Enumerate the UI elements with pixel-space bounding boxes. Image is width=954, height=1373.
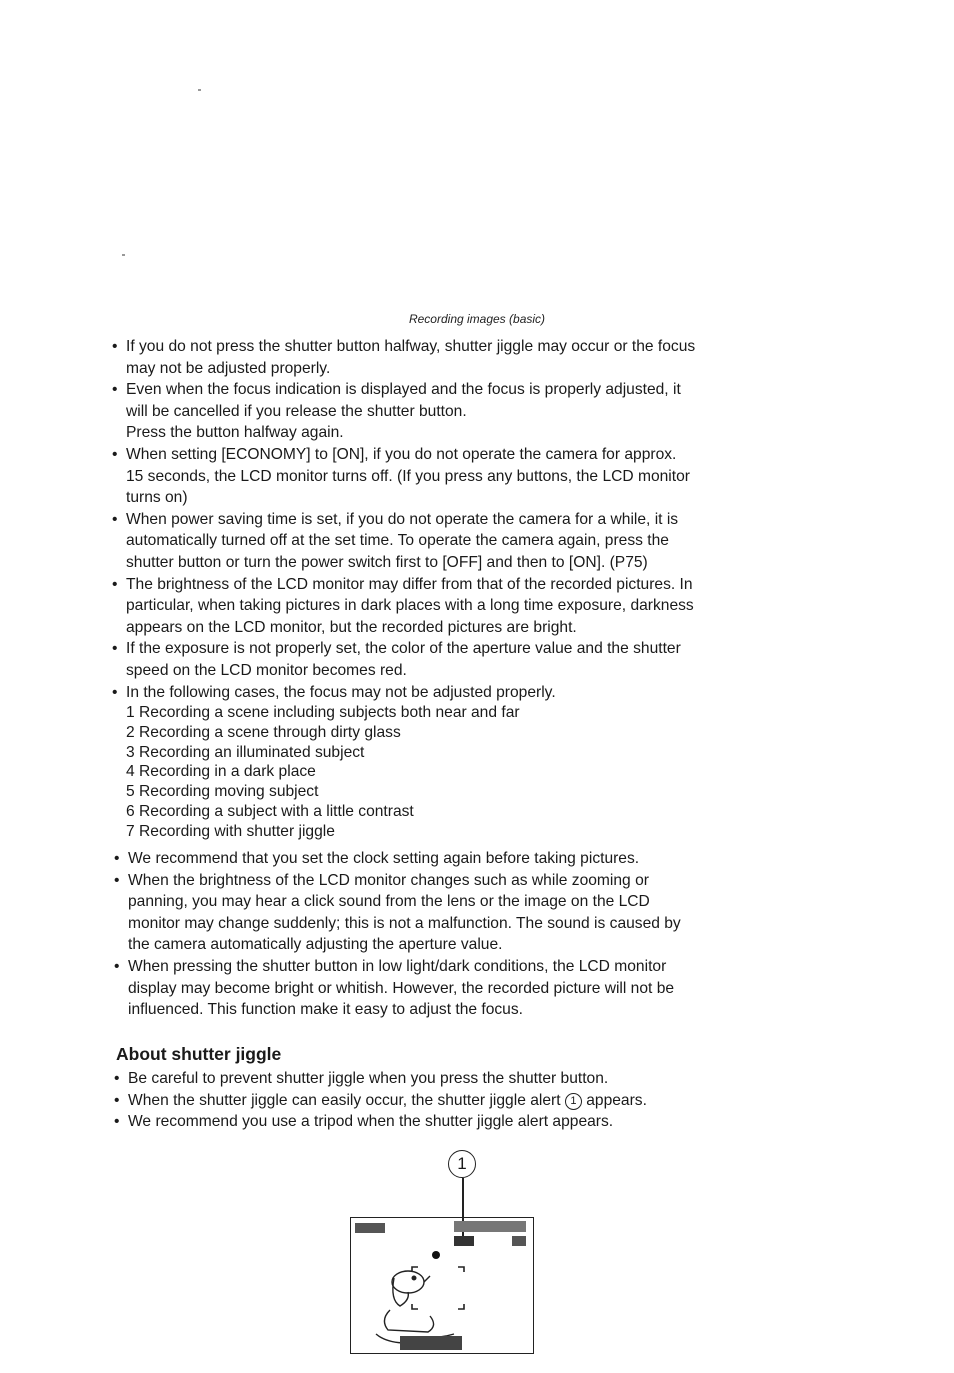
bullet-dot: • [112,510,118,528]
note-line: display may become bright or whitish. However, the recorded picture will not be [128,979,675,997]
note-line: particular, when taking pictures in dark places with a long time exposure, darkness [126,597,694,615]
focus-case: 5 Recording moving subject [126,783,319,801]
focus-case-list [112,703,772,842]
section-title: About shutter jiggle [116,1044,282,1064]
bullet-dot: • [112,640,118,658]
bullet-dot: • [114,1091,120,1109]
note-item [112,509,772,574]
note-line: In the following cases, the focus may not be adjusted properly. [126,683,556,701]
note-line: When power saving time is set, if you do not operate the camera for a while, it is [126,510,679,528]
note-line: automatically turned off at the set time. To operate the camera again, press the [126,532,669,550]
note-item [114,956,774,1021]
note-line: When pressing the shutter button in low light/dark conditions, the LCD monitor [128,957,667,975]
note-item [112,444,772,509]
note-line: 15 seconds, the LCD monitor turns off. (If you press any buttons, the LCD monitor [126,467,690,485]
note-line: appears on the LCD monitor, but the recorded pictures are bright. [126,618,577,636]
note-item [112,638,772,681]
note-item [114,848,774,870]
scan-speck [198,89,201,91]
bullet-dot: • [114,871,120,889]
focus-case: 3 Recording an illuminated subject [126,743,365,761]
note-line: will be cancelled if you release the shutter button. [126,402,467,420]
focus-case: 1 Recording a scene including subjects both near and far [126,704,520,722]
focus-case: 6 Recording a subject with a little contrast [126,803,414,821]
lcd-figure [350,1150,536,1355]
scan-speck [122,254,125,256]
note-line: Be careful to prevent shutter jiggle when you press the shutter button. [128,1070,609,1087]
note-item [112,379,772,444]
note-item [114,1068,794,1090]
bullet-dot: • [114,1070,120,1087]
note-line: panning, you may hear a click sound from the lens or the image on the LCD [128,893,650,911]
note-line: speed on the LCD monitor becomes red. [126,661,407,679]
shutter-jiggle-notes [114,1068,794,1133]
bullet-dot: • [112,683,118,701]
focus-case: 4 Recording in a dark place [126,763,316,781]
bullet-dot: • [114,957,120,975]
note-line: We recommend that you set the clock setting again before taking pictures. [128,850,640,867]
note-line: monitor may change suddenly; this is not a malfunction. The sound is caused by [128,914,681,932]
note-line: When setting [ECONOMY] to [ON], if you do not operate the camera for approx. [126,445,677,463]
note-item [112,574,772,639]
notes-bottom [114,848,774,1021]
note-line: If you do not press the shutter button halfway, shutter jiggle may occur or the focus [126,338,696,355]
note-line: Press the button halfway again. [126,424,344,442]
note-item [114,1090,794,1112]
notes-top [112,336,772,842]
note-line: the camera automatically adjusting the aperture value. [128,936,503,954]
note-item [112,336,772,379]
note-line: When the brightness of the LCD monitor changes such as while zooming or [128,871,649,889]
bullet-dot: • [112,575,118,593]
bullet-dot: • [112,445,118,463]
bullet-dot: • [114,1113,120,1131]
note-line: We recommend you use a tripod when the shutter jiggle alert appears. [128,1113,614,1131]
note-line: The brightness of the LCD monitor may differ from that of the recorded pictures. In [126,575,693,593]
bullet-dot: • [114,850,120,867]
figure-callout: 1 [448,1150,476,1178]
note-line: If the exposure is not properly set, the color of the aperture value and the shutter [126,640,681,658]
note-line: turns on) [126,489,188,507]
note-item [112,682,772,704]
note-item [114,1111,794,1133]
focus-case: 2 Recording a scene through dirty glass [126,723,401,741]
page-header: Recording images (basic) [408,312,546,326]
note-item [114,870,774,956]
focus-case: 7 Recording with shutter jiggle [126,822,335,840]
note-line: When the shutter jiggle can easily occur, the shutter jiggle alert [128,1091,561,1109]
note-line: appears. [586,1091,647,1109]
note-line: Even when the focus indication is displayed and the focus is properly adjusted, it [126,381,681,399]
note-line: influenced. This function make it easy to adjust the focus. [128,1001,523,1019]
note-line: shutter button or turn the power switch first to [OFF] and then to [ON]. (P75) [126,553,648,571]
note-line: may not be adjusted properly. [126,359,331,377]
bullet-dot: • [112,338,118,355]
callout-marker: 1 [565,1093,582,1110]
lcd-monitor-frame [350,1217,534,1354]
bullet-dot: • [112,381,118,399]
